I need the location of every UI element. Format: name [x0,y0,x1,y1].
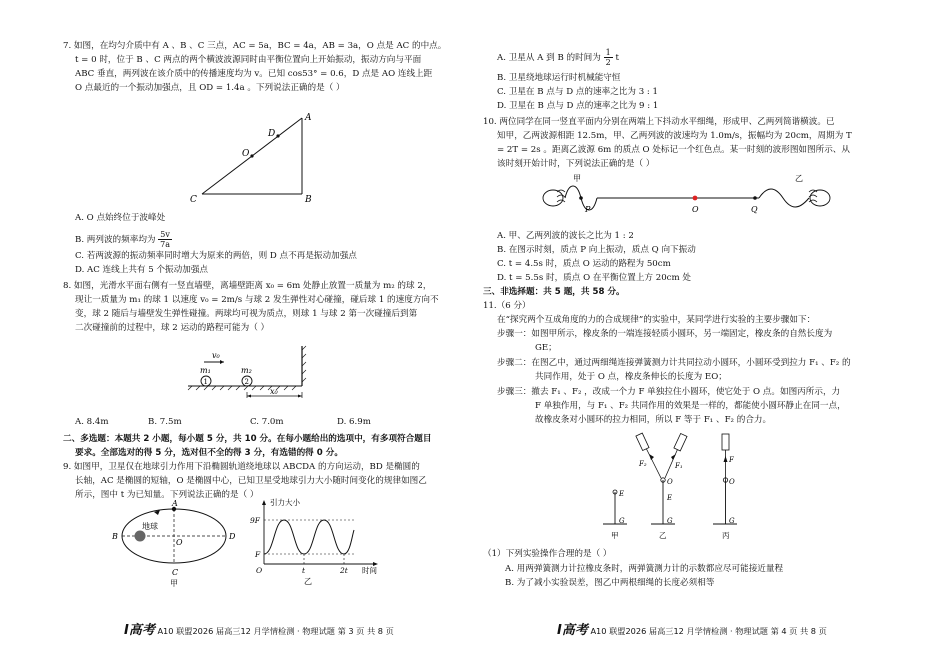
q10-option-d: D. t = 5.5s 时，质点 O 在平衡位置上方 20cm 处 [497,273,691,283]
q9-graph-t: t [302,566,306,575]
q11-yi-e: E [667,494,673,502]
q9-graph-2t: 2t [340,566,348,575]
footer-logo-left: I高考 [124,623,155,638]
q9-frac-den: 2 [605,58,611,67]
q9-option-c: C. 卫星在 B 点与 D 点的速率之比为 3 : 1 [497,87,659,97]
q10-wave-figure [537,172,837,222]
q11-bing-g: G [729,517,735,525]
q9-stem-3: 所示，图中 t 为已知量。下列说法正确的是（ ） [75,490,259,500]
q7-stem-4: O 点最近的一个振动加强点，且 OD = 1.4a 。下列说法正确的是（ ） [75,83,345,93]
q8-stem-3: 变，球 2 随后与墙壁发生弹性碰撞。两球均可视为质点，则球 1 与球 2 第一次碰撞后到第 [75,309,418,319]
q7-label-o: O [242,149,250,159]
q8-x0-label: x₀ [270,387,278,396]
q9-option-d: D. 卫星在 B 点与 D 点的速率之比为 9 : 1 [497,101,659,111]
q9-orbit-o: O [176,538,183,547]
q11-jia-g: G [619,517,625,525]
q9-option-b: B. 卫星绕地球运行时机械能守恒 [497,73,621,83]
q8-ball2-label: 2 [244,378,249,386]
q7-frac-num: 5v [160,230,170,239]
q8-stem-4: 二次碰撞前的过程中，球 2 运动的路程可能为（ ） [75,323,270,333]
q9-option-a [497,48,619,67]
q9-orbit-d: D [229,532,236,541]
q9-option-a-text: A. 卫星从 A 到 B 的时间为 [497,53,601,63]
q11-line-2: 步骤一：如图甲所示，橡皮条的一端连接轻质小圆环，另一端固定，橡皮条的自然长度为 [497,329,833,339]
q9-graph-origin: O [256,566,263,575]
q10-option-b: B. 在图示时刻，质点 P 向上振动，质点 Q 向下振动 [497,245,696,255]
q11-bing-o: O [729,478,735,486]
q10-label-q: Q [751,205,758,214]
q10-option-a: A. 甲、乙两列波的波长之比为 1 : 2 [497,231,634,241]
q9-orbit-a: A [172,500,178,508]
q9-orbit-c: C [172,568,179,577]
q10-stem-2: 知甲，乙两波源相距 12.5m，甲、乙两列波的波速均为 1.0m/s，振幅均为 20cm，周期为 T [497,131,852,141]
q7-option-d: D. AC 连线上共有 5 个振动加强点 [75,265,209,275]
q7-triangle-figure [180,104,330,204]
q11-line-3: GE； [535,343,557,353]
section3-title: 三、非选择题：共 5 题，共 58 分。 [483,287,625,297]
q7-option-c: C. 若两波源的振动频率同时增大为原来的两倍，则 D 点不再是振动加强点 [75,251,357,261]
q8-m2-label: m₂ [241,366,252,375]
q10-option-c: C. t = 4.5s 时，质点 O 运动的路程为 50cm [497,259,671,269]
section2-title: 二、多选题：本题共 2 小题，每小题 5 分，共 10 分。在每小题给出的选项中，有多项符合题目 [63,434,432,444]
q7-label-d: D [268,129,276,139]
q11-line-1: 在“探究两个互成角度的力的合成规律”的实验中，某同学进行实验的主要步骤如下： [497,315,816,325]
q9-fig-caption-jia: 甲 [170,579,178,588]
q7-stem-1: 7. 如图，在均匀介质中有 A 、B 、C 三点，AC = 5a，BC = 4a，AB = 3a，O 点是 AC 的中点。 [63,41,447,51]
q8-collision-figure [180,340,320,408]
q11-caption-yi: 乙 [659,531,667,540]
q11-caption-jia: 甲 [611,531,619,540]
q8-option-d: D. 6.9m [337,417,371,427]
q8-stem-2: 现让一质量为 m₁ 的球 1 以速度 v₀ = 2m/s 与球 2 发生弹性对心碰撞，碰后球 1 的速度方向不 [75,295,439,305]
q11-apparatus-figure [595,432,785,544]
q7-frac-den: 7a [160,240,170,249]
footer-right-text: A10 联盟2026 届高三12 月学情检测 · 物理试题 第 4 页 共 8 页 [590,626,827,636]
q7-option-b [75,230,172,249]
q7-stem-2: t = 0 时，位于 B 、C 两点的两个横波波源同时由平衡位置向上开始振动，振动方向与平面 [75,55,422,65]
q11-sub1-option-a: A. 用两弹簧测力计拉橡皮条时，两弹簧测力计的示数都应尽可能接近量程 [505,564,784,574]
q9-fig-caption-yi: 乙 [304,577,312,586]
q10-stem-3: = 2T = 2s 。距离乙波源 6m 的质点 O 处标记一个红色点。某一时刻的波形图如图所示、从 [497,145,850,155]
q7-stem-3: ABC 垂直，两列波在该介质中的传播速度均为 v。已知 cos53° = 0.6，D 点是 AO 连线上距 [75,69,433,79]
q11-sub1: （1）下列实验操作合理的是（ ） [483,549,612,559]
q11-line-4: 步骤二：在图乙中，通过两细绳连接弹簧测力计共同拉动小圆环，小圆环受到拉力 F₁ 、F₂ 的 [497,358,851,368]
q11-head: 11.（6 分） [483,301,531,311]
q9-graph-9f: 9F [250,516,260,525]
q10-label-o: O [692,205,699,214]
q7-option-b-text: B. 两列波的频率均为 [75,235,156,245]
q9-graph-f: F [255,550,261,559]
q10-label-p: P [585,205,591,214]
q11-line-8: 故橡皮条对小圆环的拉力相同，所以 F 等于 F₁ 、F₂ 的合力。 [535,415,772,425]
q11-yi-g: G [667,517,673,525]
q11-jia-e: E [619,490,625,498]
q8-ball1-label: 1 [203,378,208,386]
q7-label-a: A [305,113,312,123]
section2-title-2: 要求。全部选对的得 5 分，选对但不全的得 3 分，有选错的得 0 分。 [75,448,343,458]
q7-option-a: A. O 点始终位于波峰处 [75,213,166,223]
q11-line-6: 步骤三：撤去 F₁ 、F₂ ，改成一个力 F 单独拉住小圆环，使它处于 O 点。如图丙所示，力 [497,387,841,397]
q7-option-b-fraction [158,230,172,249]
q11-line-5: 共同作用，处于 O 点，橡皮条伸长的长度为 EO； [535,372,727,382]
q11-caption-bing: 丙 [722,531,730,540]
q9-option-a-fraction [604,48,613,67]
q10-stem-4: 该时刻开始计时，下列说法正确的是（ ） [497,159,655,169]
right-page [475,0,920,654]
q9-graph-xlabel: 时间 [362,566,377,575]
footer-logo-right: I高考 [557,623,588,638]
q9-frac-num: 1 [605,48,611,57]
q11-yi-f2: F₂ [639,460,647,468]
q9-stem-1: 9. 如图甲，卫星仅在地球引力作用下沿椭圆轨道绕地球以 ABCDA 的方向运动，BD 是椭圆的 [63,462,420,472]
q9-orbit-figure [112,500,242,588]
q9-graph-ylabel: 引力大小 [270,498,300,507]
q10-label-jia: 甲 [573,174,581,183]
q11-yi-o: O [667,478,673,486]
q8-stem-1: 8. 如图，光滑水平面右侧有一竖直墙壁，离墙壁距离 x₀ = 6m 处静止放置一质量为 m₂ 的球 2， [63,281,432,291]
q7-label-b: B [305,195,312,204]
q11-bing-f: F [729,456,734,464]
q10-label-yi: 乙 [795,174,803,183]
q8-option-a: A. 8.4m [75,417,109,427]
q8-option-c: C. 7.0m [250,417,284,427]
q9-earth-label: 地球 [142,522,158,531]
q8-v0-label: v₀ [212,351,220,360]
q10-stem-1: 10. 两位同学在同一竖直平面内分别在两端上下抖动水平细绳，形成甲、乙两列简谐横波。已 [483,117,835,127]
q8-m1-label: m₁ [200,366,211,375]
q9-orbit-b: B [112,532,118,541]
q9-option-a-post: t [615,53,619,63]
footer-left-text: A10 联盟2026 届高三12 月学情检测 · 物理试题 第 3 页 共 8 页 [157,626,394,636]
q8-option-b: B. 7.5m [148,417,182,427]
right-footer [557,624,827,638]
q11-yi-f1: F₁ [675,462,683,470]
left-footer [124,624,394,638]
q9-stem-2: 长轴，AC 是椭圆的短轴，O 是椭圆中心，已知卫星受地球引力大小随时间变化的规律如图乙 [75,476,427,486]
left-page [0,0,445,654]
q11-sub1-option-b: B. 为了减小实验误差，图乙中两根细绳的长度必须相等 [505,578,715,588]
q9-force-graph [246,496,386,588]
q7-label-c: C [190,195,197,204]
q11-line-7: F 单独作用，与 F₁ 、F₂ 共同作用的效果是一样的，都能使小圆环静止在同一点， [535,401,846,411]
